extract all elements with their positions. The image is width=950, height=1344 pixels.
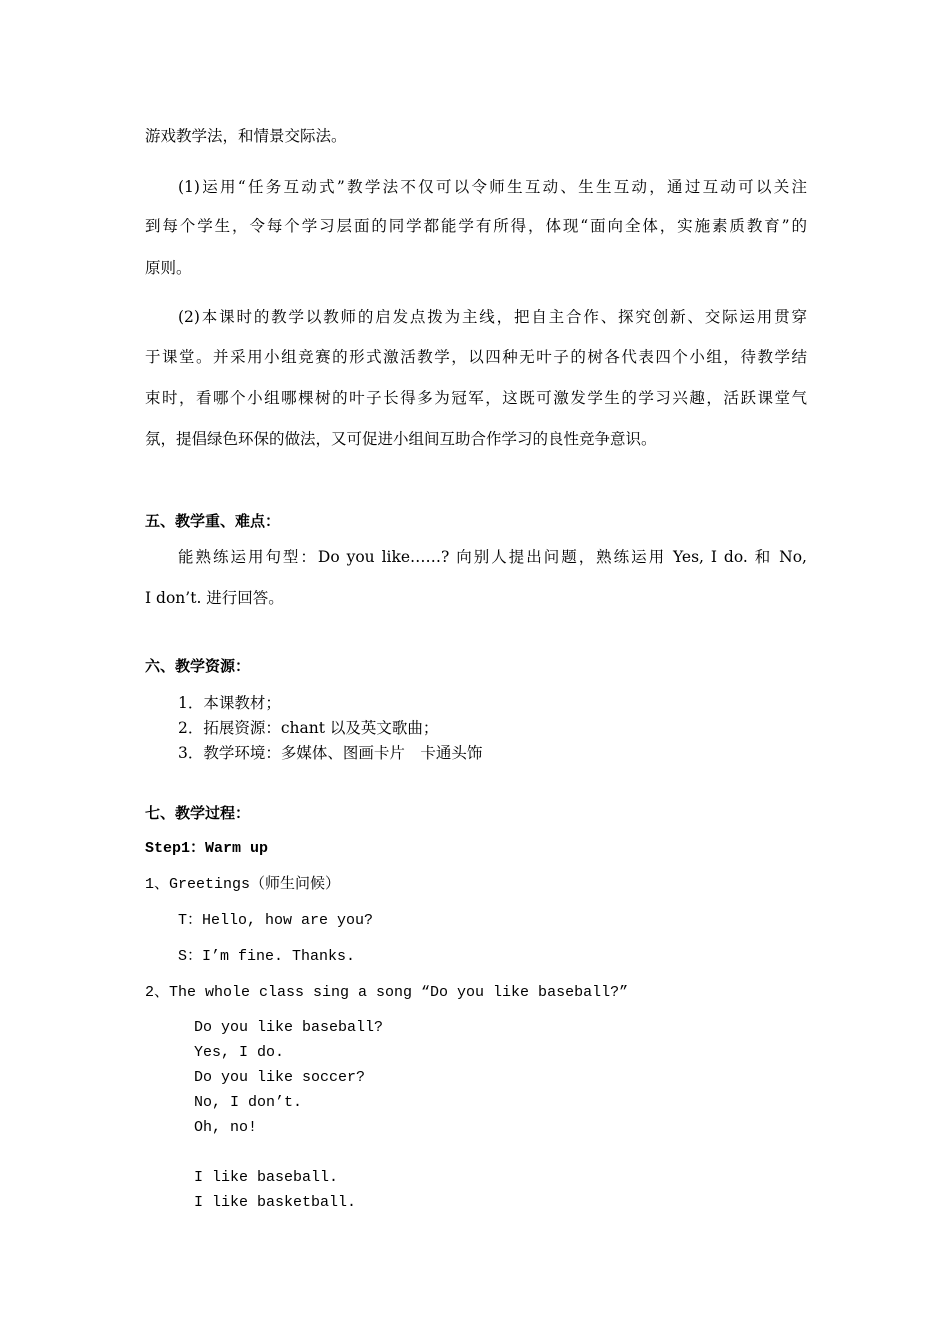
method2-line4: 氛，提倡绿色环保的做法，又可促进小组间互助合作学习的良性竞争意识。 — [145, 430, 657, 448]
method1-line2: 到每个学生，令每个学习层面的同学都能学有所得，体现“面向全体，实施素质教育”的 — [145, 217, 807, 235]
method2-line3: 束时，看哪个小组哪棵树的叶子长得多为冠军，这既可激发学生的学习兴趣，活跃课堂气 — [145, 389, 807, 407]
method2-line2: 于课堂。并采用小组竞赛的形式激活教学，以四种无叶子的树各代表四个小组，待教学结 — [145, 348, 807, 366]
song-item: 2、The whole class sing a song “Do you like baseball?” — [145, 984, 629, 1001]
resource-item: 2．拓展资源：chant 以及英文歌曲； — [178, 719, 439, 737]
method2-line1: (2)本课时的教学以教师的启发点拨为主线，把自主合作、探究创新、交际运用贯穿 — [178, 308, 807, 326]
song-line: Do you like baseball? — [194, 1019, 384, 1036]
section7-heading: 七、教学过程： — [145, 804, 251, 822]
song-line: I like basketball. — [194, 1194, 357, 1211]
teacher-line: T：Hello, how are you? — [178, 912, 374, 929]
section5-line1: 能熟练运用句型：Do you like……? 向别人提出问题，熟练运用 Yes, I do. 和 No, — [178, 548, 807, 566]
section5-heading: 五、教学重、难点： — [145, 512, 281, 530]
intro-line: 游戏教学法，和情景交际法。 — [145, 127, 347, 145]
section5-line2: I don’t. 进行回答。 — [145, 589, 284, 607]
method1-line1: (1)运用“任务互动式”教学法不仅可以令师生互动、生生互动，通过互动可以关注 — [178, 178, 807, 196]
song-line: Oh, no! — [194, 1119, 258, 1136]
method1-line3: 原则。 — [145, 259, 192, 277]
student-line: S：I’m fine. Thanks. — [178, 948, 356, 965]
greetings-item: 1、Greetings（师生问候） — [145, 876, 341, 893]
song-line: Yes, I do. — [194, 1044, 285, 1061]
step1-heading: Step1：Warm up — [145, 840, 269, 857]
song-line: No, I don’t. — [194, 1094, 303, 1111]
resource-item: 1．本课教材； — [178, 694, 281, 712]
song-line: Do you like soccer? — [194, 1069, 366, 1086]
section6-heading: 六、教学资源： — [145, 657, 251, 675]
song-line: I like baseball. — [194, 1169, 339, 1186]
resource-item: 3．教学环境：多媒体、图画卡片 卡通头饰 — [178, 744, 483, 762]
